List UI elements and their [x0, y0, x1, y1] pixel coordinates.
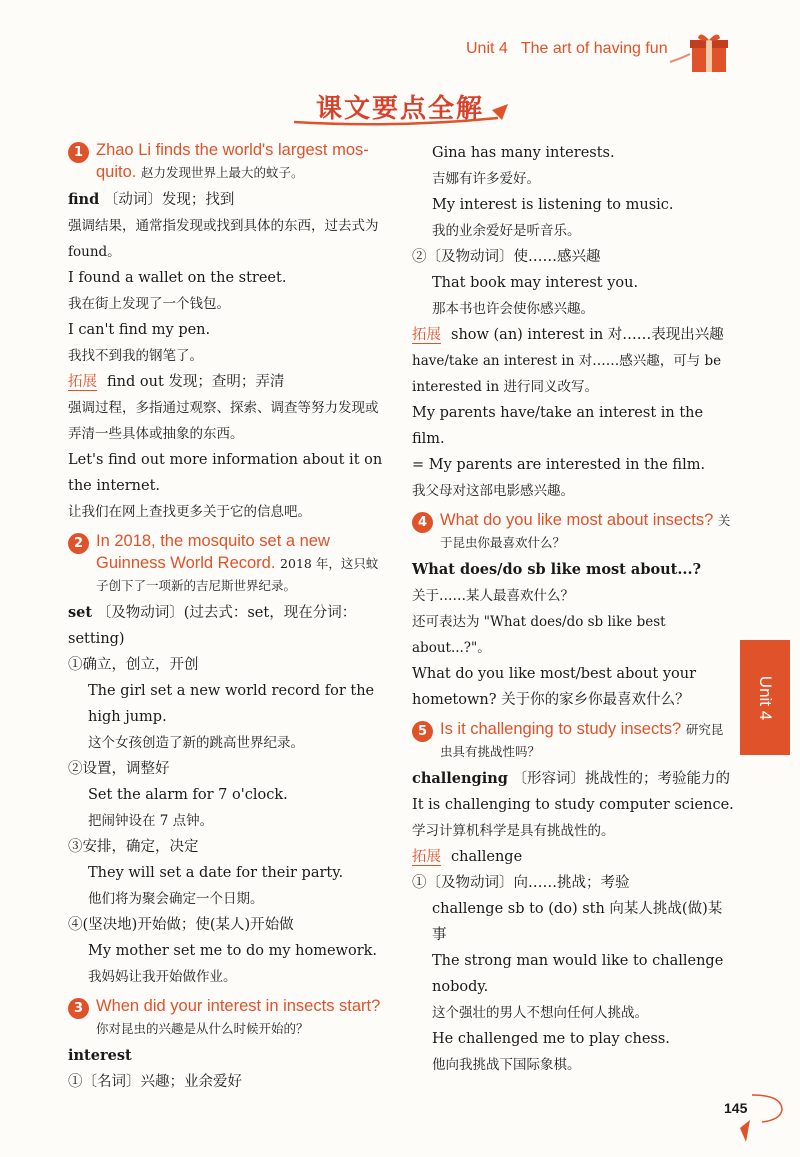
extension-explanation: 强调过程，多指通过观察、探索、调查等努力发现或弄清一些具体或抽象的东西。 [68, 400, 379, 442]
page-number: 145 [724, 1100, 748, 1116]
example-cn: 我妈妈让我开始做作业。 [88, 969, 237, 985]
example-en: My interest is listening to music. [432, 197, 674, 213]
point-number: 1 [68, 142, 89, 163]
example-en: My mother set me to do my homework. [88, 943, 378, 959]
extension-head: find out 发现；查明；弄清 [107, 374, 285, 390]
extension-tag: 拓展 [412, 327, 441, 343]
extension-head: challenge [451, 849, 523, 865]
point-5-heading [412, 719, 734, 763]
left-column [68, 140, 390, 1095]
extension-tag: 拓展 [68, 374, 97, 390]
extension-head: show (an) interest in 对……表现出兴趣 [451, 327, 724, 343]
point-1-heading [68, 140, 390, 184]
example-en: I found a wallet on the street. [68, 270, 287, 286]
example-cn: 把闹钟设在 7 点钟。 [88, 813, 214, 829]
header-unit [466, 40, 668, 58]
sense: ④(坚决地)开始做；使(某人)开始做 [68, 917, 294, 933]
part-of-speech: 〔形容词〕挑战性的；考验能力的 [512, 771, 730, 787]
sense: ②设置，调整好 [68, 761, 170, 777]
example-en: The girl set a new world record for the high jump. [88, 683, 375, 725]
example-en: Let's find out more information about it on the internet. [68, 452, 383, 494]
part-of-speech: 〔动词〕发现；找到 [103, 192, 235, 208]
keyword: find [68, 191, 100, 208]
point-4-heading [412, 510, 734, 554]
point-title-en: Is it challenging to study insects? [440, 720, 682, 738]
extension-line: My parents have/take an interest in the film. [412, 405, 704, 447]
point-number: 4 [412, 512, 433, 533]
keyword: set [68, 604, 93, 621]
point-title-cn: 你对昆虫的兴趣是从什么时候开始的？ [96, 1021, 309, 1036]
point-title-cn: 赵力发现世界上最大的蚊子。 [140, 165, 304, 180]
section-title: 课文要点全解 [315, 94, 484, 124]
extension-line: have/take an interest in 对……感兴趣，可与 be interested in 进行同义改写。 [412, 353, 722, 395]
example-en: They will set a date for their party. [88, 865, 344, 881]
unit-side-tab [740, 640, 790, 755]
example-en: I can't find my pen. [68, 322, 211, 338]
part-of-speech: 〔及物动词〕(过去式：set，现在分词：setting) [68, 605, 357, 647]
example-en: Gina has many interests. [432, 145, 615, 161]
extension-tag: 拓展 [412, 849, 441, 865]
point-2-heading [68, 531, 390, 597]
side-tab-label: Unit 4 [756, 675, 775, 720]
explanation: 关于……某人最喜欢什么？ [412, 588, 574, 604]
example-cn: 我的业余爱好是听音乐。 [432, 223, 581, 239]
example-cn: 我在街上发现了一个钱包。 [68, 296, 230, 312]
explanation: 还可表达为 "What does/do sb like best about...?"。 [412, 614, 666, 656]
point-title-en: When did your interest in insects start? [96, 997, 381, 1015]
keyword: challenging [412, 770, 508, 787]
point-title-cn: 关于昆虫你最喜欢什么？ [440, 513, 731, 550]
point-number: 3 [68, 998, 89, 1019]
example-cn: 让我们在网上查找更多关于它的信息吧。 [68, 504, 311, 520]
sense: ①〔名词〕兴趣；业余爱好 [68, 1074, 242, 1090]
example-en: The strong man would like to challenge nobody. [432, 953, 724, 995]
point-number: 5 [412, 721, 433, 742]
example-cn: 那本书也许会使你感兴趣。 [432, 301, 594, 317]
phrase: What does/do sb like most about...? [412, 561, 702, 578]
keyword: interest [68, 1047, 132, 1064]
point-title-en: Zhao Li finds the world's largest mos-quito. [96, 141, 369, 181]
explanation: 强调结果，通常指发现或找到具体的东西，过去式为 found。 [68, 218, 379, 260]
example-en: He challenged me to play chess. [432, 1031, 670, 1047]
example-cn: 我找不到我的钢笔了。 [68, 348, 203, 364]
point-3-heading [68, 996, 390, 1040]
point-number: 2 [68, 533, 89, 554]
point-title-cn: 研究昆虫具有挑战性吗？ [440, 722, 724, 759]
example-cn: 他向我挑战下国际象棋。 [432, 1057, 581, 1073]
gift-box-icon [668, 28, 738, 78]
example-cn: 这个女孩创造了新的跳高世界纪录。 [88, 735, 304, 751]
point-title-en: What do you like most about insects? [440, 511, 714, 529]
example: What do you like most/best about your hometown? 关于你的家乡你最喜欢什么？ [412, 666, 697, 708]
example-en: That book may interest you. [432, 275, 639, 291]
sense: ①确立，创立，开创 [68, 657, 199, 673]
right-column [412, 140, 734, 1078]
unit-label: Unit 4 [466, 40, 508, 57]
extension-line: = My parents are interested in the film. [412, 457, 706, 473]
sense: ①〔及物动词〕向……挑战；考验 [412, 875, 630, 891]
example-cn: 吉娜有许多爱好。 [432, 171, 540, 187]
sense: ②〔及物动词〕使……感兴趣 [412, 249, 601, 265]
example-cn: 我父母对这部电影感兴趣。 [412, 483, 574, 499]
example-cn: 他们将为聚会确定一个日期。 [88, 891, 264, 907]
example-cn: 学习计算机科学是具有挑战性的。 [412, 823, 615, 839]
usage: challenge sb to (do) sth 向某人挑战(做)某事 [432, 901, 723, 943]
example-cn: 这个强壮的男人不想向任何人挑战。 [432, 1005, 648, 1021]
example-en: It is challenging to study computer science. [412, 797, 734, 813]
sense: ③安排，确定，决定 [68, 839, 199, 855]
point-title-cn: 2018 年，这只蚊子创下了一项新的吉尼斯世界纪录。 [96, 556, 379, 593]
page-corner-decoration [712, 1090, 792, 1145]
point-title-en: In 2018, the mosquito set a new Guinness World Record. [96, 532, 330, 572]
example-en: Set the alarm for 7 o'clock. [88, 787, 288, 803]
unit-title: The art of having fun [520, 40, 668, 57]
